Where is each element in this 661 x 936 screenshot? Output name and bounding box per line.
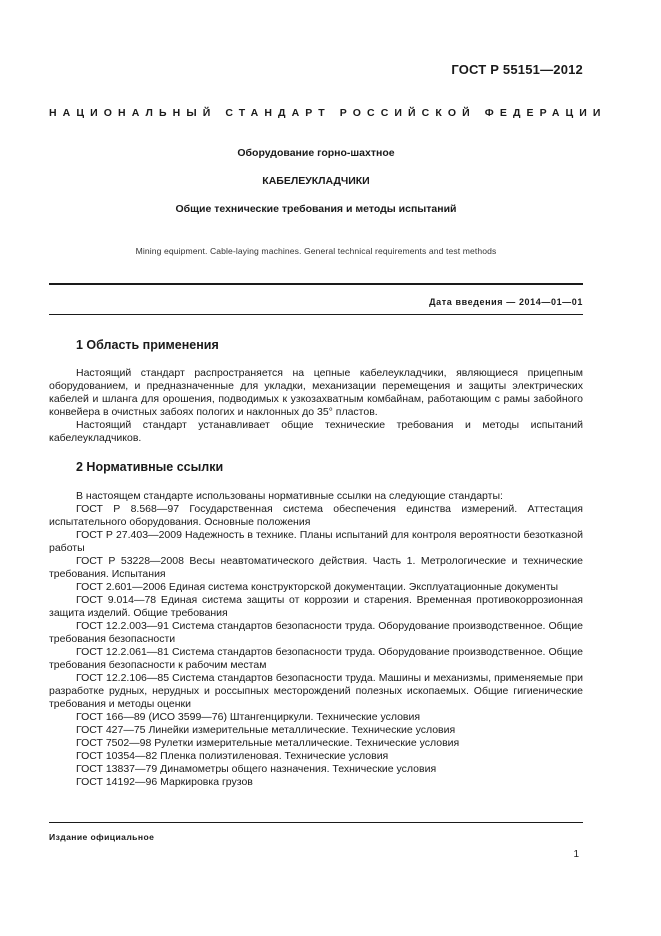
reference-item: ГОСТ 10354—82 Пленка полиэтиленовая. Технические условия — [76, 750, 389, 762]
reference-item: ГОСТ Р 8.568—97 Государственная система обеспечения единства измерений. Аттестация испытательного оборудования. Основные положения — [49, 503, 583, 528]
normative-references-list — [49, 503, 583, 789]
section-1-paragraph-1: Настоящий стандарт распространяется на цепные кабелеукладчики, являющиеся прицепным оборудованием, и предназначенные для укладки, механизации перемещения и защиты электрических кабелей и шланга для орошения, подводимых к узкозахватным комбайнам, работающим с рамы забойного конвейера в очистных забоях пологих и наклонных до 35° пластов. — [49, 367, 583, 418]
reference-item: ГОСТ 427—75 Линейки измерительные металлические. Технические условия — [76, 724, 456, 736]
date-divider — [49, 314, 583, 315]
reference-item: ГОСТ 12.2.061—81 Система стандартов безопасности труда. Оборудование производственное. Общие требования безопасности к рабочим местам — [49, 646, 583, 671]
reference-item: ГОСТ 9.014—78 Единая система защиты от коррозии и старения. Временная противокоррозионная защита изделий. Общие требования — [49, 594, 583, 619]
document-title: КАБЕЛЕУКЛАДЧИКИ — [262, 175, 370, 187]
page-number: 1 — [573, 849, 579, 860]
english-title: Mining equipment. Cable-laying machines. General technical requirements and test methods — [135, 246, 497, 256]
reference-item: ГОСТ 166—89 (ИСО 3599—76) Штангенциркули. Технические условия — [76, 711, 421, 723]
edition-note: Издание официальное — [49, 832, 155, 842]
footer-divider — [49, 822, 583, 823]
reference-item: ГОСТ Р 27.403—2009 Надежность в технике. Планы испытаний для контроля вероятности безотказной работы — [49, 529, 583, 554]
reference-item: ГОСТ 7502—98 Рулетки измерительные металлические. Технические условия — [76, 737, 460, 749]
equipment-category: Оборудование горно-шахтное — [237, 147, 395, 159]
reference-item: ГОСТ 2.601—2006 Единая система конструкторской документации. Эксплуатационные документы — [76, 581, 559, 593]
title-divider — [49, 283, 583, 285]
reference-item: ГОСТ 12.2.106—85 Система стандартов безопасности труда. Машины и механизмы, применяемые при разработке рудных, нерудных и россыпных месторождений полезных ископаемых. Общие гигиенические требования и методы оценки — [49, 672, 583, 710]
reference-item: ГОСТ Р 53228—2008 Весы неавтоматического действия. Часть 1. Метрологические и технические требования. Испытания — [49, 555, 583, 580]
introduction-date: Дата введения — 2014—01—01 — [429, 297, 583, 307]
reference-item: ГОСТ 12.2.003—91 Система стандартов безопасности труда. Оборудование производственное. Общие требования безопасности — [49, 620, 583, 645]
reference-item: ГОСТ 14192—96 Маркировка грузов — [76, 776, 253, 788]
national-standard-title: НАЦИОНАЛЬНЫЙ СТАНДАРТ РОССИЙСКОЙ ФЕДЕРАЦИИ — [49, 107, 607, 119]
section-1-paragraph-2: Настоящий стандарт устанавливает общие технические требования и методы испытаний кабелеукладчиков. — [49, 419, 583, 444]
document-subtitle: Общие технические требования и методы испытаний — [175, 203, 457, 215]
section-2-heading: 2 Нормативные ссылки — [76, 460, 224, 474]
document-number: ГОСТ Р 55151—2012 — [451, 62, 583, 77]
section-2-intro: В настоящем стандарте использованы нормативные ссылки на следующие стандарты: — [76, 490, 503, 502]
section-1-heading: 1 Область применения — [76, 338, 219, 352]
reference-item: ГОСТ 13837—79 Динамометры общего назначения. Технические условия — [76, 763, 437, 775]
